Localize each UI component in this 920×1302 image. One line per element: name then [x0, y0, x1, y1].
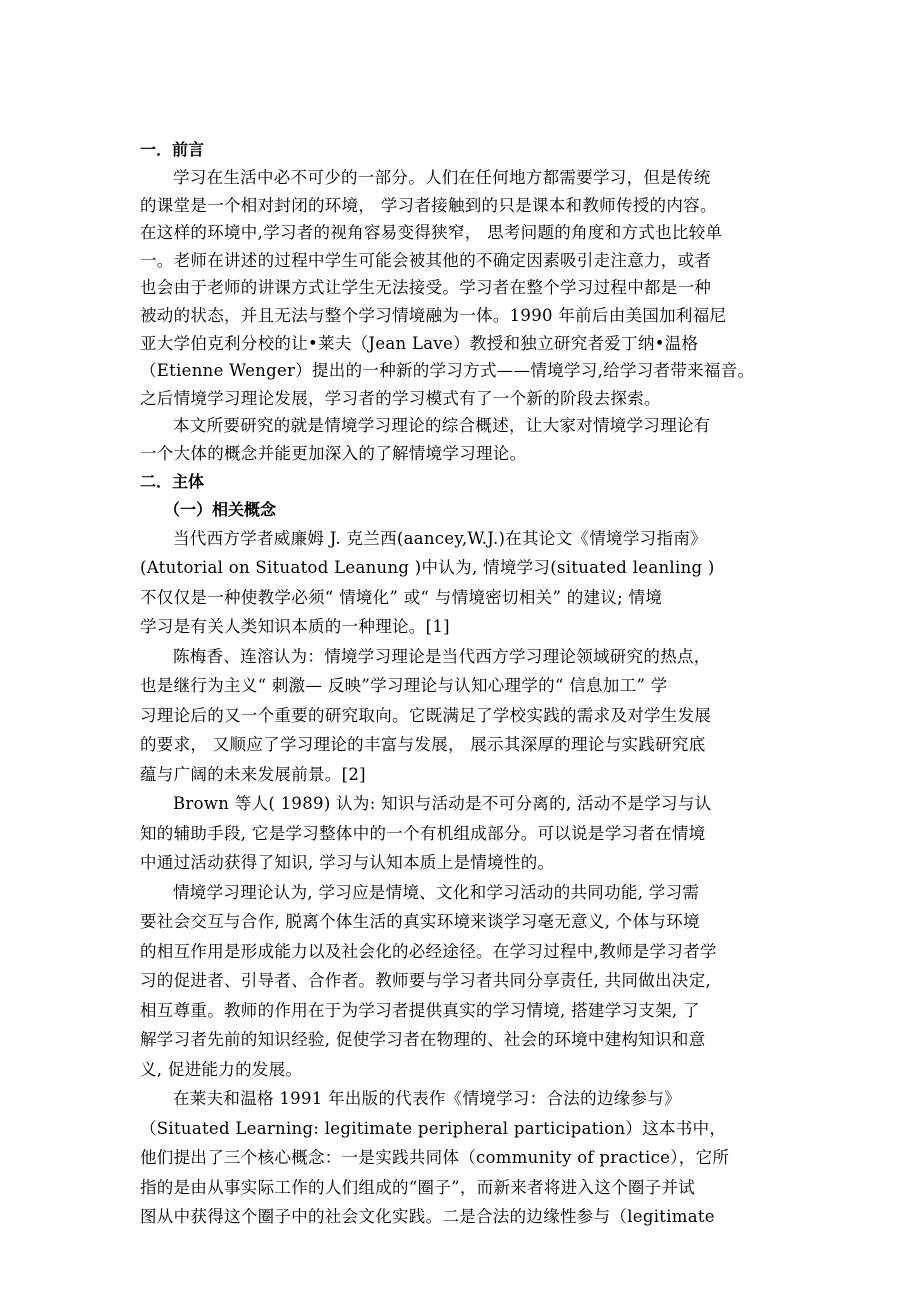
text-line: (Atutorial on Situatod Leanung )中认为, 情境学习(situated leanling ) — [140, 558, 715, 578]
text-line: 也会由于老师的讲课方式让学生无法接受。学习者在整个学习过程中都是一种 — [140, 278, 712, 298]
text-line: 的课堂是一个相对封闭的环境， 学习者接触到的只是课本和教师传授的内容。 — [140, 195, 717, 215]
document-body — [140, 136, 785, 1232]
paragraph — [140, 642, 785, 790]
text-line: 陈梅香、连溶认为：情境学习理论是当代西方学习理论领域研究的热点， — [173, 646, 711, 666]
paragraph — [140, 878, 785, 1085]
subsection-heading-concepts: （一）相关概念 — [164, 499, 277, 519]
text-line: 相互尊重。教师的作用在于为学习者提供真实的学习情境, 搭建学习支架, 了 — [140, 1000, 700, 1020]
text-line: 亚大学伯克利分校的让•莱夫（Jean Lave）教授和独立研究者爱丁纳•温格 — [140, 333, 699, 353]
text-line: 中通过活动获得了知识, 学习与认知本质上是情境性的。 — [140, 853, 555, 873]
text-line: 学习是有关人类知识本质的一种理论。[1] — [140, 617, 450, 637]
text-line: 义, 促进能力的发展。 — [140, 1059, 303, 1079]
paragraph — [140, 164, 785, 412]
text-line: 习的促进者、引导者、合作者。教师要与学习者共同分享责任, 共同做出决定, — [140, 971, 712, 991]
text-line: 也是继行为主义“ 刺激— 反映”学习理论与认知心理学的“ 信息加工” 学 — [140, 676, 668, 696]
text-line: 他们提出了三个核心概念：一是实践共同体（community of practice），它所 — [140, 1148, 730, 1168]
text-line: 图从中获得这个圈子中的社会文化实践。二是合法的边缘性参与（legitimate — [140, 1207, 715, 1227]
text-line: 解学习者先前的知识经验, 促使学习者在物理的、社会的环境中建构知识和意 — [140, 1030, 706, 1050]
text-line: 被动的状态，并且无法与整个学习情境融为一体。1990 年前后由美国加利福尼 — [140, 305, 727, 325]
text-line: 学习在生活中必不可少的一部分。人们在任何地方都需要学习，但是传统 — [173, 168, 711, 187]
text-line: （Etienne Wenger）提出的一种新的学习方式——情境学习,给学习者带来福音。 — [140, 361, 755, 381]
text-line: 习理论后的又一个重要的研究取向。它既满足了学校实践的需求及对学生发展 — [140, 705, 712, 725]
paragraph — [140, 412, 785, 467]
text-line: 知的辅助手段, 它是学习整体中的一个有机组成部分。可以说是学习者在情境 — [140, 823, 706, 843]
paragraph — [140, 789, 785, 878]
text-line: 的相互作用是形成能力以及社会化的必经途径。在学习过程中,教师是学习者学 — [140, 941, 717, 961]
text-line: 在莱夫和温格 1991 年出版的代表作《情境学习：合法的边缘参与》 — [173, 1089, 681, 1109]
text-line: 当代西方学者威廉姆 J. 克兰西(aancey,W.J.)在其论文《情境学习指南》 — [173, 528, 707, 548]
text-line: 要社会交互与合作, 脱离个体生活的真实环境来谈学习毫无意义, 个体与环境 — [140, 912, 700, 932]
paragraph — [140, 524, 785, 642]
text-line: 不仅仅是一种使教学必须“ 情境化” 或“ 与情境密切相关” 的建议; 情境 — [140, 587, 663, 607]
text-line: 的要求， 又顺应了学习理论的丰富与发展， 展示其深厚的理论与实践研究底 — [140, 735, 706, 755]
section-heading-preface: 一．前言 — [140, 140, 205, 159]
text-line: 蕴与广阔的未来发展前景。[2] — [140, 764, 366, 784]
paragraph — [140, 1084, 785, 1232]
text-line: Brown 等人( 1989) 认为: 知识与活动是不可分离的, 活动不是学习与认 — [173, 794, 712, 814]
section-heading-main: 二．主体 — [140, 471, 205, 491]
text-line: 一个大体的概念并能更加深入的了解情境学习理论。 — [140, 443, 527, 463]
text-line: 本文所要研究的就是情境学习理论的综合概述，让大家对情境学习理论有 — [173, 416, 711, 436]
text-line: 在这样的环境中,学习者的视角容易变得狭窄， 思考问题的角度和方式也比较单 — [140, 223, 723, 243]
text-line: 情境学习理论认为, 学习应是情境、文化和学习活动的共同功能, 学习需 — [173, 882, 700, 902]
text-line: 指的是由从事实际工作的人们组成的“圈子”，而新来者将进入这个圈子并试 — [140, 1177, 696, 1197]
text-line: （Situated Learning: legitimate peripheral participation）这本书中， — [140, 1118, 727, 1138]
text-line: 之后情境学习理论发展，学习者的学习模式有了一个新的阶段去探索。 — [140, 388, 661, 408]
text-line: 一。老师在讲述的过程中学生可能会被其他的不确定因素吸引走注意力，或者 — [140, 250, 712, 270]
